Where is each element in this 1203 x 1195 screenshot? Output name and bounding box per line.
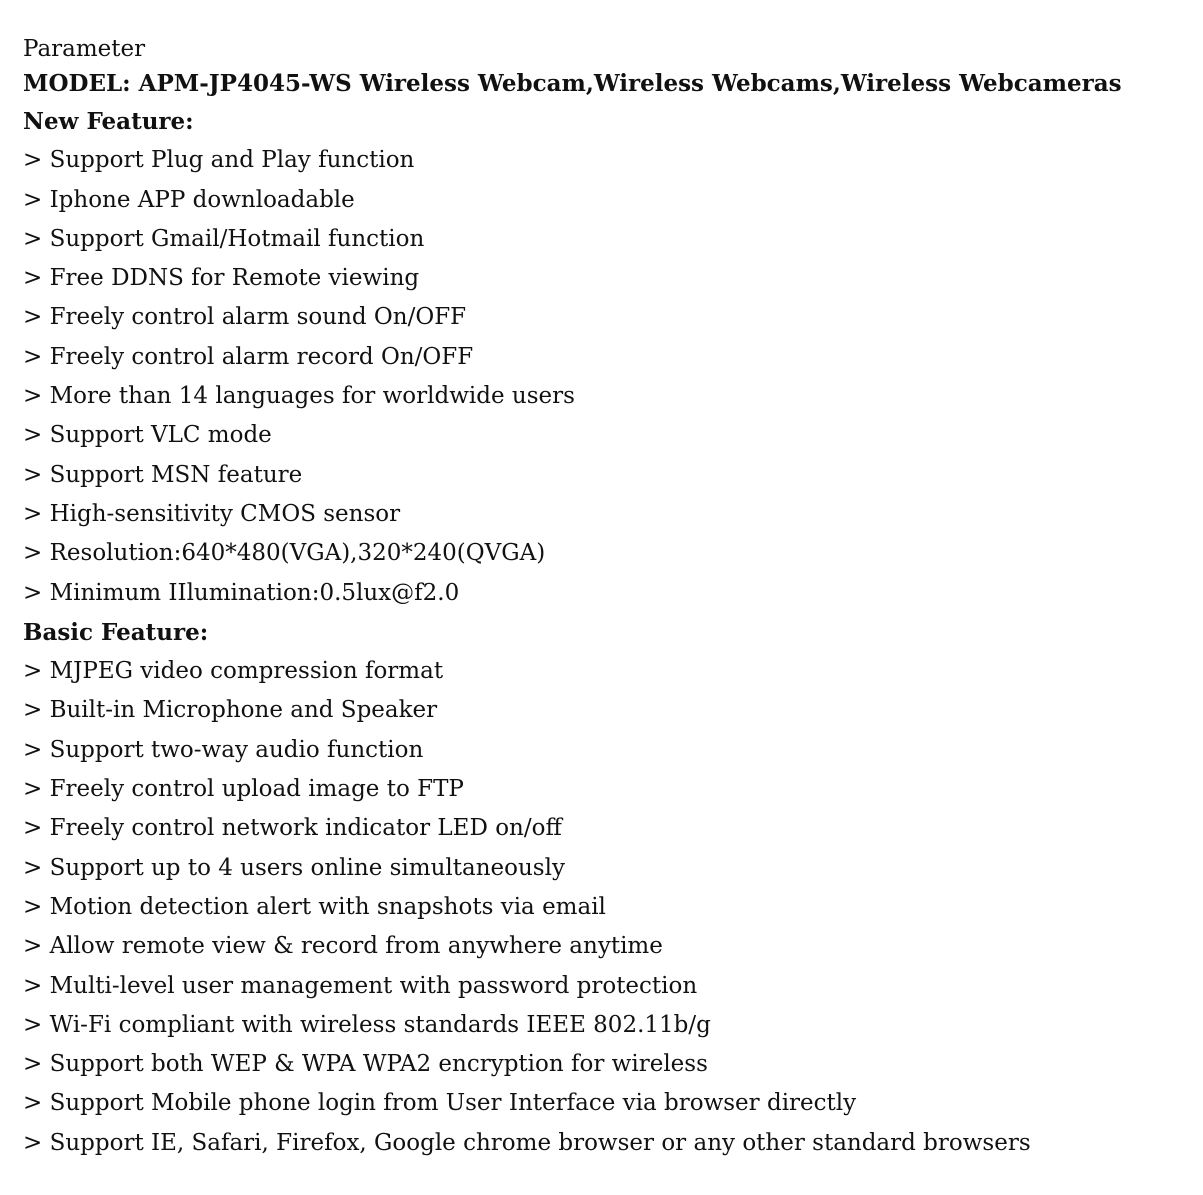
basic-feature-item: > Allow remote view & record from anywhere anytime (23, 933, 663, 960)
new-feature-item: > Support Gmail/Hotmail function (23, 225, 425, 252)
basic-feature-item: > Motion detection alert with snapshots via email (23, 893, 606, 920)
basic-feature-item: > Freely control upload image to FTP (23, 776, 464, 803)
new-feature-item: > Support Plug and Play function (23, 147, 415, 174)
new-feature-item: > Support MSN feature (23, 461, 303, 488)
basic-feature-item: > Support Mobile phone login from User Interface via browser directly (23, 1090, 857, 1117)
new-feature-item: > Freely control alarm sound On/OFF (23, 304, 467, 331)
basic-feature-item: > Support both WEP & WPA WPA2 encryption for wireless (23, 1051, 708, 1078)
new-feature-item: > Support VLC mode (23, 422, 272, 449)
new-feature-item: > High-sensitivity CMOS sensor (23, 500, 401, 527)
new-feature-item: > Iphone APP downloadable (23, 186, 355, 213)
basic-feature-item: > Built-in Microphone and Speaker (23, 697, 438, 724)
product-parameter-document (23, 32, 1183, 1163)
basic-feature-item: > Freely control network indicator LED on/off (23, 815, 562, 842)
basic-feature-heading: Basic Feature: (23, 618, 209, 646)
basic-feature-item: > Support up to 4 users online simultaneously (23, 854, 565, 881)
new-feature-item: > More than 14 languages for worldwide users (23, 383, 575, 410)
basic-feature-item: > Multi-level user management with password protection (23, 972, 698, 999)
new-feature-item: > Freely control alarm record On/OFF (23, 343, 474, 370)
basic-feature-item: > Support IE, Safari, Firefox, Google chrome browser or any other standard browsers (23, 1129, 1031, 1156)
basic-feature-item: > Wi-Fi compliant with wireless standards IEEE 802.11b/g (23, 1011, 711, 1038)
new-feature-item: > Free DDNS for Remote viewing (23, 265, 420, 292)
new-feature-heading: New Feature: (23, 108, 194, 135)
basic-feature-item: > Support two-way audio function (23, 736, 424, 763)
basic-feature-item: > MJPEG video compression format (23, 658, 444, 685)
new-feature-item: > Resolution:640*480(VGA),320*240(QVGA) (23, 540, 546, 567)
new-feature-item: > Minimum IIlumination:0.5lux@f2.0 (23, 579, 460, 606)
model-title: MODEL: APM-JP4045-WS Wireless Webcam,Wireless Webcams,Wireless Webcameras (23, 70, 1122, 97)
parameter-label: Parameter (23, 36, 146, 62)
